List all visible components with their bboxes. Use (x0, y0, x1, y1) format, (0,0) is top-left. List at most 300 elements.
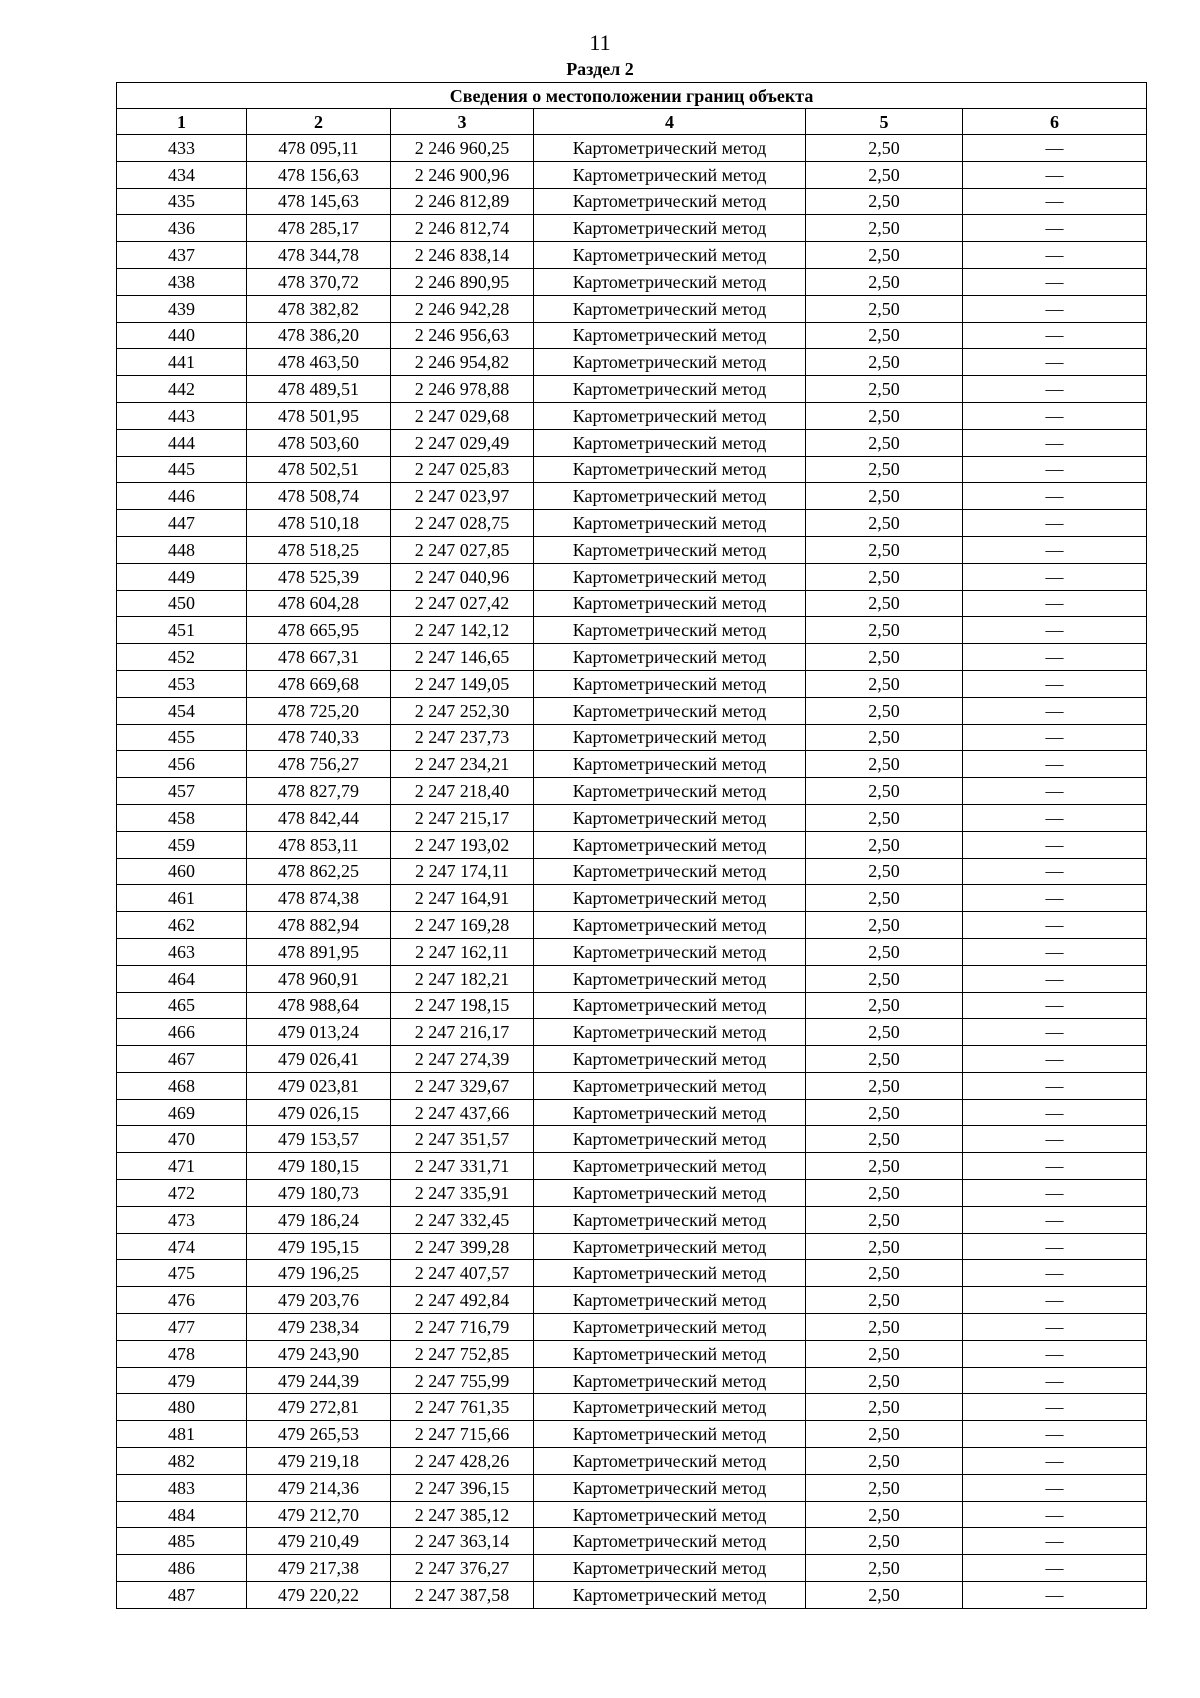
y-coordinate-cell: 2 247 428,26 (391, 1448, 534, 1475)
point-number-cell: 485 (117, 1528, 247, 1555)
y-coordinate-cell: 2 247 146,65 (391, 644, 534, 671)
accuracy-cell: 2,50 (806, 402, 963, 429)
method-cell: Картометрический метод (534, 1019, 806, 1046)
y-coordinate-cell: 2 247 028,75 (391, 510, 534, 537)
method-cell: Картометрический метод (534, 135, 806, 162)
method-cell: Картометрический метод (534, 778, 806, 805)
x-coordinate-cell: 478 874,38 (247, 885, 391, 912)
description-cell: — (963, 617, 1147, 644)
column-header-4: 4 (534, 109, 806, 135)
method-cell: Картометрический метод (534, 1260, 806, 1287)
point-number-cell: 450 (117, 590, 247, 617)
accuracy-cell: 2,50 (806, 1072, 963, 1099)
x-coordinate-cell: 478 669,68 (247, 670, 391, 697)
description-cell: — (963, 1019, 1147, 1046)
description-cell: — (963, 402, 1147, 429)
description-cell: — (963, 1072, 1147, 1099)
y-coordinate-cell: 2 247 025,83 (391, 456, 534, 483)
accuracy-cell: 2,50 (806, 483, 963, 510)
method-cell: Картометрический метод (534, 724, 806, 751)
table-row (117, 1233, 1147, 1260)
accuracy-cell: 2,50 (806, 831, 963, 858)
description-cell: — (963, 1126, 1147, 1153)
method-cell: Картометрический метод (534, 1448, 806, 1475)
x-coordinate-cell: 479 026,41 (247, 1046, 391, 1073)
description-cell: — (963, 295, 1147, 322)
y-coordinate-cell: 2 246 890,95 (391, 268, 534, 295)
description-cell: — (963, 135, 1147, 162)
table-row (117, 965, 1147, 992)
table-row (117, 1501, 1147, 1528)
method-cell: Картометрический метод (534, 376, 806, 403)
description-cell: — (963, 965, 1147, 992)
x-coordinate-cell: 479 243,90 (247, 1340, 391, 1367)
method-cell: Картометрический метод (534, 804, 806, 831)
description-cell: — (963, 831, 1147, 858)
accuracy-cell: 2,50 (806, 697, 963, 724)
column-header-6: 6 (963, 109, 1147, 135)
x-coordinate-cell: 479 180,15 (247, 1153, 391, 1180)
description-cell: — (963, 1394, 1147, 1421)
x-coordinate-cell: 478 285,17 (247, 215, 391, 242)
y-coordinate-cell: 2 246 954,82 (391, 349, 534, 376)
description-cell: — (963, 456, 1147, 483)
x-coordinate-cell: 478 463,50 (247, 349, 391, 376)
y-coordinate-cell: 2 247 182,21 (391, 965, 534, 992)
x-coordinate-cell: 479 212,70 (247, 1501, 391, 1528)
x-coordinate-cell: 479 196,25 (247, 1260, 391, 1287)
accuracy-cell: 2,50 (806, 563, 963, 590)
method-cell: Картометрический метод (534, 885, 806, 912)
method-cell: Картометрический метод (534, 965, 806, 992)
table-header-row (117, 109, 1147, 135)
method-cell: Картометрический метод (534, 268, 806, 295)
point-number-cell: 466 (117, 1019, 247, 1046)
accuracy-cell: 2,50 (806, 1528, 963, 1555)
description-cell: — (963, 670, 1147, 697)
method-cell: Картометрический метод (534, 938, 806, 965)
method-cell: Картометрический метод (534, 510, 806, 537)
table-row (117, 563, 1147, 590)
point-number-cell: 468 (117, 1072, 247, 1099)
y-coordinate-cell: 2 247 351,57 (391, 1126, 534, 1153)
description-cell: — (963, 429, 1147, 456)
method-cell: Картометрический метод (534, 1206, 806, 1233)
x-coordinate-cell: 479 265,53 (247, 1421, 391, 1448)
point-number-cell: 465 (117, 992, 247, 1019)
section-title: Раздел 2 (566, 59, 634, 79)
x-coordinate-cell: 478 489,51 (247, 376, 391, 403)
accuracy-cell: 2,50 (806, 1287, 963, 1314)
page-number: 11 (589, 30, 611, 55)
point-number-cell: 457 (117, 778, 247, 805)
table-row (117, 804, 1147, 831)
accuracy-cell: 2,50 (806, 376, 963, 403)
method-cell: Картометрический метод (534, 1555, 806, 1582)
table-row (117, 697, 1147, 724)
point-number-cell: 458 (117, 804, 247, 831)
point-number-cell: 448 (117, 536, 247, 563)
y-coordinate-cell: 2 247 215,17 (391, 804, 534, 831)
table-body (117, 135, 1147, 1609)
x-coordinate-cell: 478 510,18 (247, 510, 391, 537)
method-cell: Картометрический метод (534, 456, 806, 483)
accuracy-cell: 2,50 (806, 322, 963, 349)
description-cell: — (963, 1555, 1147, 1582)
table-row (117, 135, 1147, 162)
y-coordinate-cell: 2 247 437,66 (391, 1099, 534, 1126)
accuracy-cell: 2,50 (806, 1448, 963, 1475)
x-coordinate-cell: 479 180,73 (247, 1180, 391, 1207)
y-coordinate-cell: 2 247 274,39 (391, 1046, 534, 1073)
x-coordinate-cell: 478 853,11 (247, 831, 391, 858)
y-coordinate-cell: 2 247 027,85 (391, 536, 534, 563)
description-cell: — (963, 992, 1147, 1019)
table-row (117, 1367, 1147, 1394)
column-header-5: 5 (806, 109, 963, 135)
description-cell: — (963, 1528, 1147, 1555)
x-coordinate-cell: 478 145,63 (247, 188, 391, 215)
table-row (117, 376, 1147, 403)
method-cell: Картометрический метод (534, 858, 806, 885)
method-cell: Картометрический метод (534, 1528, 806, 1555)
table-row (117, 510, 1147, 537)
y-coordinate-cell: 2 247 396,15 (391, 1474, 534, 1501)
y-coordinate-cell: 2 247 335,91 (391, 1180, 534, 1207)
x-coordinate-cell: 478 862,25 (247, 858, 391, 885)
accuracy-cell: 2,50 (806, 536, 963, 563)
table-row (117, 536, 1147, 563)
x-coordinate-cell: 479 214,36 (247, 1474, 391, 1501)
x-coordinate-cell: 479 220,22 (247, 1582, 391, 1609)
y-coordinate-cell: 2 247 029,68 (391, 402, 534, 429)
point-number-cell: 442 (117, 376, 247, 403)
description-cell: — (963, 1180, 1147, 1207)
method-cell: Картометрический метод (534, 1501, 806, 1528)
accuracy-cell: 2,50 (806, 215, 963, 242)
description-cell: — (963, 778, 1147, 805)
column-header-2: 2 (247, 109, 391, 135)
description-cell: — (963, 1287, 1147, 1314)
point-number-cell: 469 (117, 1099, 247, 1126)
method-cell: Картометрический метод (534, 1180, 806, 1207)
table-row (117, 1260, 1147, 1287)
table-row (117, 1314, 1147, 1341)
accuracy-cell: 2,50 (806, 965, 963, 992)
method-cell: Картометрический метод (534, 429, 806, 456)
accuracy-cell: 2,50 (806, 1019, 963, 1046)
table-row (117, 1046, 1147, 1073)
table-row (117, 1126, 1147, 1153)
y-coordinate-cell: 2 247 218,40 (391, 778, 534, 805)
method-cell: Картометрический метод (534, 1394, 806, 1421)
y-coordinate-cell: 2 247 376,27 (391, 1555, 534, 1582)
y-coordinate-cell: 2 247 363,14 (391, 1528, 534, 1555)
point-number-cell: 452 (117, 644, 247, 671)
method-cell: Картометрический метод (534, 1421, 806, 1448)
table-row (117, 1287, 1147, 1314)
x-coordinate-cell: 478 667,31 (247, 644, 391, 671)
x-coordinate-cell: 478 386,20 (247, 322, 391, 349)
point-number-cell: 435 (117, 188, 247, 215)
point-number-cell: 464 (117, 965, 247, 992)
y-coordinate-cell: 2 247 715,66 (391, 1421, 534, 1448)
y-coordinate-cell: 2 247 216,17 (391, 1019, 534, 1046)
y-coordinate-cell: 2 247 029,49 (391, 429, 534, 456)
table-row (117, 938, 1147, 965)
point-number-cell: 461 (117, 885, 247, 912)
method-cell: Картометрический метод (534, 188, 806, 215)
description-cell: — (963, 536, 1147, 563)
x-coordinate-cell: 479 272,81 (247, 1394, 391, 1421)
table-row (117, 670, 1147, 697)
y-coordinate-cell: 2 247 385,12 (391, 1501, 534, 1528)
point-number-cell: 447 (117, 510, 247, 537)
description-cell: — (963, 1206, 1147, 1233)
method-cell: Картометрический метод (534, 215, 806, 242)
table-head (117, 83, 1147, 135)
accuracy-cell: 2,50 (806, 1314, 963, 1341)
method-cell: Картометрический метод (534, 1233, 806, 1260)
accuracy-cell: 2,50 (806, 590, 963, 617)
description-cell: — (963, 804, 1147, 831)
x-coordinate-cell: 479 203,76 (247, 1287, 391, 1314)
x-coordinate-cell: 478 095,11 (247, 135, 391, 162)
description-cell: — (963, 1474, 1147, 1501)
point-number-cell: 472 (117, 1180, 247, 1207)
accuracy-cell: 2,50 (806, 1555, 963, 1582)
method-cell: Картометрический метод (534, 751, 806, 778)
point-number-cell: 474 (117, 1233, 247, 1260)
x-coordinate-cell: 478 518,25 (247, 536, 391, 563)
accuracy-cell: 2,50 (806, 778, 963, 805)
y-coordinate-cell: 2 246 960,25 (391, 135, 534, 162)
accuracy-cell: 2,50 (806, 1180, 963, 1207)
accuracy-cell: 2,50 (806, 161, 963, 188)
point-number-cell: 433 (117, 135, 247, 162)
description-cell: — (963, 1046, 1147, 1073)
y-coordinate-cell: 2 247 252,30 (391, 697, 534, 724)
table-row (117, 1448, 1147, 1475)
description-cell: — (963, 1421, 1147, 1448)
table-caption-row (117, 83, 1147, 109)
description-cell: — (963, 1582, 1147, 1609)
accuracy-cell: 2,50 (806, 1340, 963, 1367)
y-coordinate-cell: 2 246 978,88 (391, 376, 534, 403)
accuracy-cell: 2,50 (806, 1260, 963, 1287)
point-number-cell: 451 (117, 617, 247, 644)
accuracy-cell: 2,50 (806, 510, 963, 537)
y-coordinate-cell: 2 247 237,73 (391, 724, 534, 751)
description-cell: — (963, 322, 1147, 349)
description-cell: — (963, 1367, 1147, 1394)
method-cell: Картометрический метод (534, 1072, 806, 1099)
description-cell: — (963, 1153, 1147, 1180)
x-coordinate-cell: 479 238,34 (247, 1314, 391, 1341)
point-number-cell: 439 (117, 295, 247, 322)
description-cell: — (963, 1099, 1147, 1126)
y-coordinate-cell: 2 247 387,58 (391, 1582, 534, 1609)
x-coordinate-cell: 479 013,24 (247, 1019, 391, 1046)
description-cell: — (963, 242, 1147, 269)
accuracy-cell: 2,50 (806, 1233, 963, 1260)
y-coordinate-cell: 2 246 812,89 (391, 188, 534, 215)
accuracy-cell: 2,50 (806, 188, 963, 215)
x-coordinate-cell: 478 370,72 (247, 268, 391, 295)
table-row (117, 456, 1147, 483)
table-row (117, 483, 1147, 510)
description-cell: — (963, 885, 1147, 912)
method-cell: Картометрический метод (534, 831, 806, 858)
description-cell: — (963, 938, 1147, 965)
table-row (117, 402, 1147, 429)
table-row (117, 188, 1147, 215)
y-coordinate-cell: 2 247 329,67 (391, 1072, 534, 1099)
x-coordinate-cell: 478 508,74 (247, 483, 391, 510)
point-number-cell: 449 (117, 563, 247, 590)
point-number-cell: 486 (117, 1555, 247, 1582)
accuracy-cell: 2,50 (806, 804, 963, 831)
table-row (117, 751, 1147, 778)
point-number-cell: 483 (117, 1474, 247, 1501)
description-cell: — (963, 268, 1147, 295)
description-cell: — (963, 1233, 1147, 1260)
x-coordinate-cell: 478 525,39 (247, 563, 391, 590)
method-cell: Картометрический метод (534, 402, 806, 429)
x-coordinate-cell: 478 842,44 (247, 804, 391, 831)
point-number-cell: 479 (117, 1367, 247, 1394)
table-row (117, 1474, 1147, 1501)
table-row (117, 268, 1147, 295)
table-row (117, 429, 1147, 456)
y-coordinate-cell: 2 246 838,14 (391, 242, 534, 269)
method-cell: Картометрический метод (534, 697, 806, 724)
y-coordinate-cell: 2 247 174,11 (391, 858, 534, 885)
point-number-cell: 453 (117, 670, 247, 697)
point-number-cell: 443 (117, 402, 247, 429)
table-row (117, 1099, 1147, 1126)
y-coordinate-cell: 2 247 331,71 (391, 1153, 534, 1180)
table-row (117, 831, 1147, 858)
table-row (117, 1072, 1147, 1099)
x-coordinate-cell: 479 210,49 (247, 1528, 391, 1555)
method-cell: Картометрический метод (534, 1287, 806, 1314)
table-row (117, 885, 1147, 912)
y-coordinate-cell: 2 246 942,28 (391, 295, 534, 322)
x-coordinate-cell: 478 988,64 (247, 992, 391, 1019)
x-coordinate-cell: 478 665,95 (247, 617, 391, 644)
point-number-cell: 477 (117, 1314, 247, 1341)
x-coordinate-cell: 478 156,63 (247, 161, 391, 188)
accuracy-cell: 2,50 (806, 242, 963, 269)
description-cell: — (963, 563, 1147, 590)
y-coordinate-cell: 2 246 812,74 (391, 215, 534, 242)
description-cell: — (963, 161, 1147, 188)
y-coordinate-cell: 2 247 332,45 (391, 1206, 534, 1233)
point-number-cell: 470 (117, 1126, 247, 1153)
table-row (117, 992, 1147, 1019)
x-coordinate-cell: 479 195,15 (247, 1233, 391, 1260)
y-coordinate-cell: 2 247 169,28 (391, 912, 534, 939)
table-row (117, 1019, 1147, 1046)
table-row (117, 1206, 1147, 1233)
table-row (117, 912, 1147, 939)
table-row (117, 322, 1147, 349)
y-coordinate-cell: 2 246 900,96 (391, 161, 534, 188)
x-coordinate-cell: 478 960,91 (247, 965, 391, 992)
point-number-cell: 487 (117, 1582, 247, 1609)
method-cell: Картометрический метод (534, 161, 806, 188)
method-cell: Картометрический метод (534, 1153, 806, 1180)
y-coordinate-cell: 2 247 399,28 (391, 1233, 534, 1260)
method-cell: Картометрический метод (534, 644, 806, 671)
accuracy-cell: 2,50 (806, 1421, 963, 1448)
y-coordinate-cell: 2 247 164,91 (391, 885, 534, 912)
point-number-cell: 454 (117, 697, 247, 724)
method-cell: Картометрический метод (534, 590, 806, 617)
coordinates-table (116, 82, 1147, 1609)
accuracy-cell: 2,50 (806, 1126, 963, 1153)
y-coordinate-cell: 2 247 761,35 (391, 1394, 534, 1421)
accuracy-cell: 2,50 (806, 912, 963, 939)
accuracy-cell: 2,50 (806, 670, 963, 697)
method-cell: Картометрический метод (534, 563, 806, 590)
table-caption: Сведения о местоположении границ объекта (117, 83, 1147, 109)
table-row (117, 161, 1147, 188)
method-cell: Картометрический метод (534, 242, 806, 269)
accuracy-cell: 2,50 (806, 644, 963, 671)
y-coordinate-cell: 2 247 193,02 (391, 831, 534, 858)
point-number-cell: 437 (117, 242, 247, 269)
y-coordinate-cell: 2 247 023,97 (391, 483, 534, 510)
accuracy-cell: 2,50 (806, 1394, 963, 1421)
accuracy-cell: 2,50 (806, 1582, 963, 1609)
table-row (117, 295, 1147, 322)
point-number-cell: 476 (117, 1287, 247, 1314)
method-cell: Картометрический метод (534, 1340, 806, 1367)
y-coordinate-cell: 2 247 716,79 (391, 1314, 534, 1341)
accuracy-cell: 2,50 (806, 724, 963, 751)
point-number-cell: 480 (117, 1394, 247, 1421)
accuracy-cell: 2,50 (806, 992, 963, 1019)
point-number-cell: 467 (117, 1046, 247, 1073)
y-coordinate-cell: 2 247 407,57 (391, 1260, 534, 1287)
y-coordinate-cell: 2 247 234,21 (391, 751, 534, 778)
x-coordinate-cell: 478 502,51 (247, 456, 391, 483)
x-coordinate-cell: 478 604,28 (247, 590, 391, 617)
point-number-cell: 446 (117, 483, 247, 510)
method-cell: Картометрический метод (534, 536, 806, 563)
method-cell: Картометрический метод (534, 1126, 806, 1153)
method-cell: Картометрический метод (534, 670, 806, 697)
point-number-cell: 462 (117, 912, 247, 939)
accuracy-cell: 2,50 (806, 751, 963, 778)
accuracy-cell: 2,50 (806, 456, 963, 483)
accuracy-cell: 2,50 (806, 885, 963, 912)
y-coordinate-cell: 2 247 492,84 (391, 1287, 534, 1314)
point-number-cell: 471 (117, 1153, 247, 1180)
accuracy-cell: 2,50 (806, 295, 963, 322)
x-coordinate-cell: 478 756,27 (247, 751, 391, 778)
table-row (117, 1394, 1147, 1421)
description-cell: — (963, 510, 1147, 537)
description-cell: — (963, 215, 1147, 242)
x-coordinate-cell: 479 217,38 (247, 1555, 391, 1582)
accuracy-cell: 2,50 (806, 1099, 963, 1126)
point-number-cell: 484 (117, 1501, 247, 1528)
x-coordinate-cell: 478 725,20 (247, 697, 391, 724)
accuracy-cell: 2,50 (806, 1206, 963, 1233)
